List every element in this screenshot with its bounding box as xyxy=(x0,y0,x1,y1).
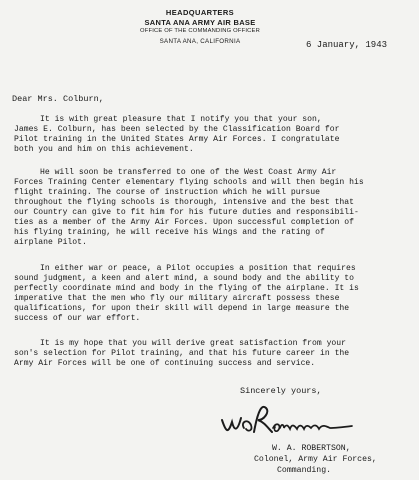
salutation: Dear Mrs. Colburn, xyxy=(12,94,104,104)
handwritten-signature xyxy=(218,398,358,440)
letter-date: 6 January, 1943 xyxy=(306,40,388,50)
paragraph-4-line-1: It is my hope that you will derive great satisfaction from your xyxy=(40,339,346,348)
paragraph-2-line-6: ties as a member of the Army Air Forces. Upon successful completion of xyxy=(14,218,354,227)
paragraph-4-line-3: Army Air Forces will be one of continuing success and service. xyxy=(14,359,316,368)
letterhead-headquarters: HEADQUARTERS xyxy=(165,8,235,17)
paragraph-2-line-1: He will soon be transferred to one of the West Coast Army Air xyxy=(40,168,337,177)
letterhead-city: SANTA ANA, CALIFORNIA xyxy=(159,37,241,45)
signatory-rank: Colonel, Army Air Forces, xyxy=(254,455,377,464)
paragraph-3-line-6: success of our war effort. xyxy=(14,314,141,323)
paragraph-1-line-1: It is with great pleasure that I notify you that your son, xyxy=(40,115,322,124)
paragraph-2-line-5: our Country can give to fit him for his future duties and responsibili- xyxy=(14,208,359,217)
paragraph-2-line-8: airplane Pilot. xyxy=(14,238,87,247)
paragraph-3-line-1: In either war or peace, a Pilot occupies a position that requires xyxy=(40,264,356,273)
paragraph-2-line-4: throughout the flying schools is thorough, intensive and the best that xyxy=(14,198,354,207)
closing: Sincerely yours, xyxy=(240,386,322,396)
letterhead-office: OFFICE OF THE COMMANDING OFFICER xyxy=(140,28,260,34)
paragraph-1-line-2: James E. Colburn, has been selected by the Classification Board for xyxy=(14,125,340,134)
paragraph-2-line-7: his flying training, he will receive his Wings and the rating of xyxy=(14,228,325,237)
letterhead-base-name: SANTA ANA ARMY AIR BASE xyxy=(144,17,256,27)
paragraph-3-line-3: perfectly coordinate mind and body in the flying of the airplane. It is xyxy=(14,284,359,293)
paragraph-3-line-2: sound judgment, a keen and alert mind, a sound body and the ability to xyxy=(14,274,354,283)
paragraph-2-line-2: Forces Training Center elementary flying schools and will then begin his xyxy=(14,178,364,187)
signatory-role: Commanding. xyxy=(277,466,332,475)
paragraph-3-line-5: qualifications, for upon their skill will depend in large measure the xyxy=(14,304,350,313)
paragraph-1-line-4: both you and him on this achievement. xyxy=(14,145,194,154)
letterhead xyxy=(90,8,310,46)
paragraph-2-line-3: flight training. The course of instruction which he will pursue xyxy=(14,188,320,197)
paragraph-4-line-2: son's selection for Pilot training, and that his future career in the xyxy=(14,349,350,358)
paragraph-1-line-3: Pilot training in the United States Army Air Forces. I congratulate xyxy=(14,135,340,144)
paragraph-3-line-4: imperative that the men who fly our military aircraft possess these xyxy=(14,294,340,303)
signatory-name: W. A. ROBERTSON, xyxy=(272,444,351,453)
